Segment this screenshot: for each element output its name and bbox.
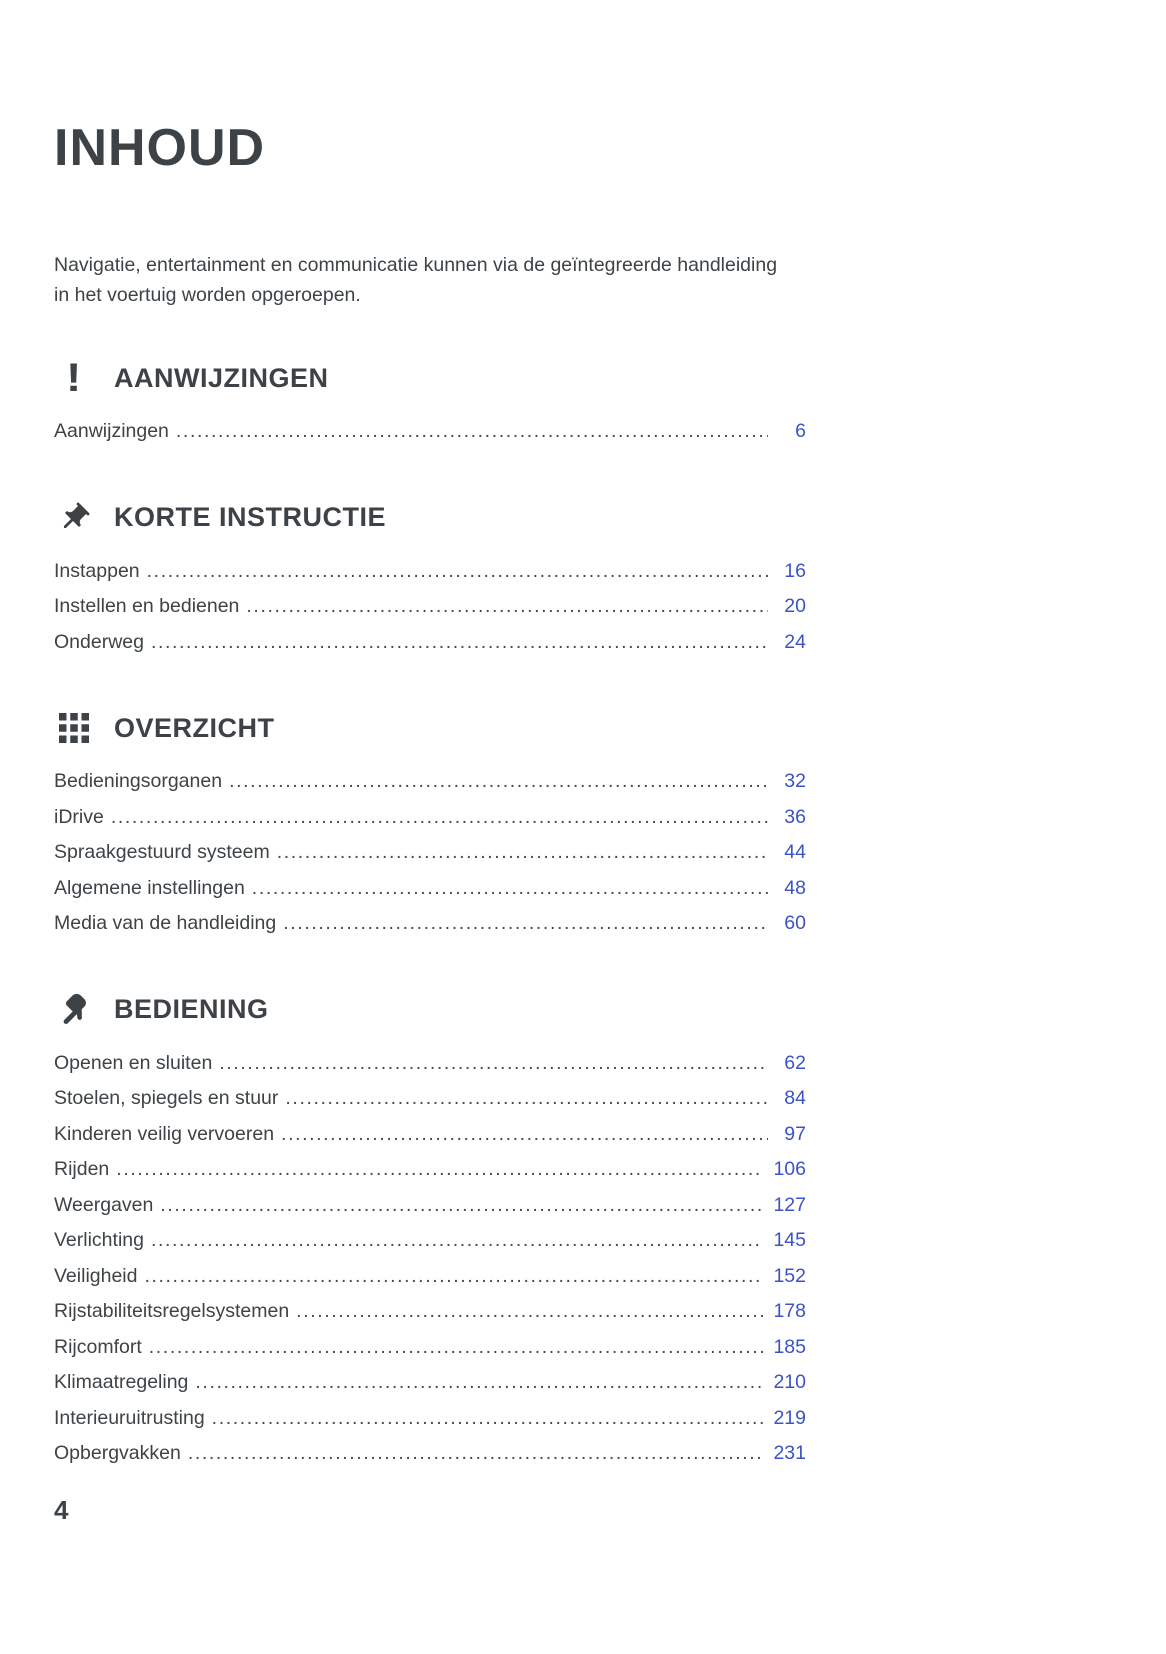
- entry-label: Media van de handleiding: [54, 912, 277, 935]
- entry-label: Instellen en bedienen: [54, 595, 240, 618]
- toc-entry: [54, 1259, 806, 1295]
- entry-page-number: 6: [795, 420, 806, 443]
- toc-section: [54, 356, 806, 450]
- entry-label: Klimaatregeling: [54, 1371, 189, 1394]
- leader-dots: [176, 414, 768, 450]
- toc-entry: [54, 1223, 806, 1259]
- entry-label: Verlichting: [54, 1229, 144, 1252]
- toc-entry: [54, 1294, 806, 1330]
- entry-page-number: 97: [784, 1122, 806, 1145]
- entry-label: Veiligheid: [54, 1264, 138, 1287]
- pushpin-icon: [54, 501, 94, 535]
- entry-page-number: 185: [773, 1335, 806, 1358]
- entry-page-number: 106: [773, 1158, 806, 1181]
- toc-entry: [54, 1188, 806, 1224]
- toc-section: [54, 988, 806, 1472]
- section-heading: [54, 496, 806, 540]
- entry-page-number: 62: [784, 1051, 806, 1074]
- entry-label: Instappen: [54, 559, 140, 582]
- entry-page-number: 32: [784, 770, 806, 793]
- toc-entry: [54, 1117, 806, 1153]
- page-number: 4: [54, 1495, 69, 1525]
- entry-page-number: 16: [784, 559, 806, 582]
- exclamation-icon: !: [66, 356, 82, 401]
- entry-page-number: 152: [773, 1264, 806, 1287]
- leader-dots: [151, 1223, 763, 1259]
- leader-dots: [147, 554, 768, 590]
- entry-page-number: 20: [784, 595, 806, 618]
- toc-entry: [54, 1081, 806, 1117]
- entry-label: Weergaven: [54, 1193, 154, 1216]
- leader-dots: [111, 800, 768, 836]
- toc-entry: [54, 871, 806, 907]
- entry-label: Rijstabiliteitsregelsystemen: [54, 1300, 290, 1323]
- entry-page-number: 44: [784, 841, 806, 864]
- leader-dots: [219, 1046, 768, 1082]
- section-title: OVERZICHT: [114, 712, 275, 743]
- entry-label: Opbergvakken: [54, 1442, 181, 1465]
- entry-page-number: 231: [773, 1442, 806, 1465]
- section-heading: [54, 706, 806, 750]
- entry-page-number: 24: [784, 630, 806, 653]
- leader-dots: [296, 1294, 763, 1330]
- section-title: AANWIJZINGEN: [114, 362, 329, 393]
- toc-entry: [54, 1365, 806, 1401]
- toc-entry: [54, 1330, 806, 1366]
- toc-entry: [54, 1436, 806, 1472]
- entry-label: Interieuruitrusting: [54, 1406, 205, 1429]
- entry-page-number: 210: [773, 1371, 806, 1394]
- section-title: KORTE INSTRUCTIE: [114, 502, 387, 533]
- toc-section: [54, 706, 806, 942]
- entry-page-number: 36: [784, 805, 806, 828]
- intro-text: Navigatie, entertainment en communicatie kunnen via de geïntegreerde handleiding in het voertuig worden opgeroepen.: [54, 254, 778, 307]
- toc-entry: [54, 800, 806, 836]
- entry-page-number: 48: [784, 876, 806, 899]
- entry-page-number: 60: [784, 912, 806, 935]
- table-of-contents: [54, 356, 806, 1472]
- toc-entry: [54, 1401, 806, 1437]
- leader-dots: [246, 589, 768, 625]
- entry-label: Rijden: [54, 1158, 110, 1181]
- leader-dots: [151, 625, 768, 661]
- leader-dots: [285, 1081, 768, 1117]
- entry-label: Spraakgestuurd systeem: [54, 841, 270, 864]
- entry-label: Openen en sluiten: [54, 1051, 213, 1074]
- entry-label: Onderweg: [54, 630, 144, 653]
- entry-label: Bedieningsorganen: [54, 770, 223, 793]
- toc-entry: [54, 906, 806, 942]
- leader-dots: [149, 1330, 764, 1366]
- leader-dots: [283, 906, 768, 942]
- leader-dots: [212, 1401, 764, 1437]
- leader-dots: [195, 1365, 763, 1401]
- entry-label: Aanwijzingen: [54, 420, 169, 443]
- toc-entry: [54, 835, 806, 871]
- section-heading: [54, 356, 806, 400]
- entry-label: Kinderen veilig vervoeren: [54, 1122, 275, 1145]
- entry-page-number: 219: [773, 1406, 806, 1429]
- section-title: BEDIENING: [114, 994, 269, 1025]
- leader-dots: [188, 1436, 764, 1472]
- toc-entry: [54, 625, 806, 661]
- entry-page-number: 145: [773, 1229, 806, 1252]
- leader-dots: [144, 1259, 763, 1295]
- entry-label: Algemene instellingen: [54, 876, 245, 899]
- toc-entry: [54, 1152, 806, 1188]
- entry-label: Rijcomfort: [54, 1335, 142, 1358]
- leader-dots: [160, 1188, 763, 1224]
- toc-entry: [54, 554, 806, 590]
- grid-icon: [54, 713, 94, 743]
- leader-dots: [277, 835, 768, 871]
- toc-section: [54, 496, 806, 661]
- page-title: INHOUD: [54, 119, 266, 177]
- leader-dots: [281, 1117, 768, 1153]
- hand-icon: [54, 992, 94, 1028]
- section-heading: [54, 988, 806, 1032]
- toc-entry: [54, 589, 806, 625]
- entry-page-number: 178: [773, 1300, 806, 1323]
- leader-dots: [252, 871, 768, 907]
- toc-entry: [54, 414, 806, 450]
- entry-label: Stoelen, spiegels en stuur: [54, 1087, 279, 1110]
- toc-entry: [54, 764, 806, 800]
- entry-label: iDrive: [54, 805, 104, 828]
- leader-dots: [229, 764, 768, 800]
- entry-page-number: 84: [784, 1087, 806, 1110]
- leader-dots: [116, 1152, 763, 1188]
- entry-page-number: 127: [773, 1193, 806, 1216]
- toc-entry: [54, 1046, 806, 1082]
